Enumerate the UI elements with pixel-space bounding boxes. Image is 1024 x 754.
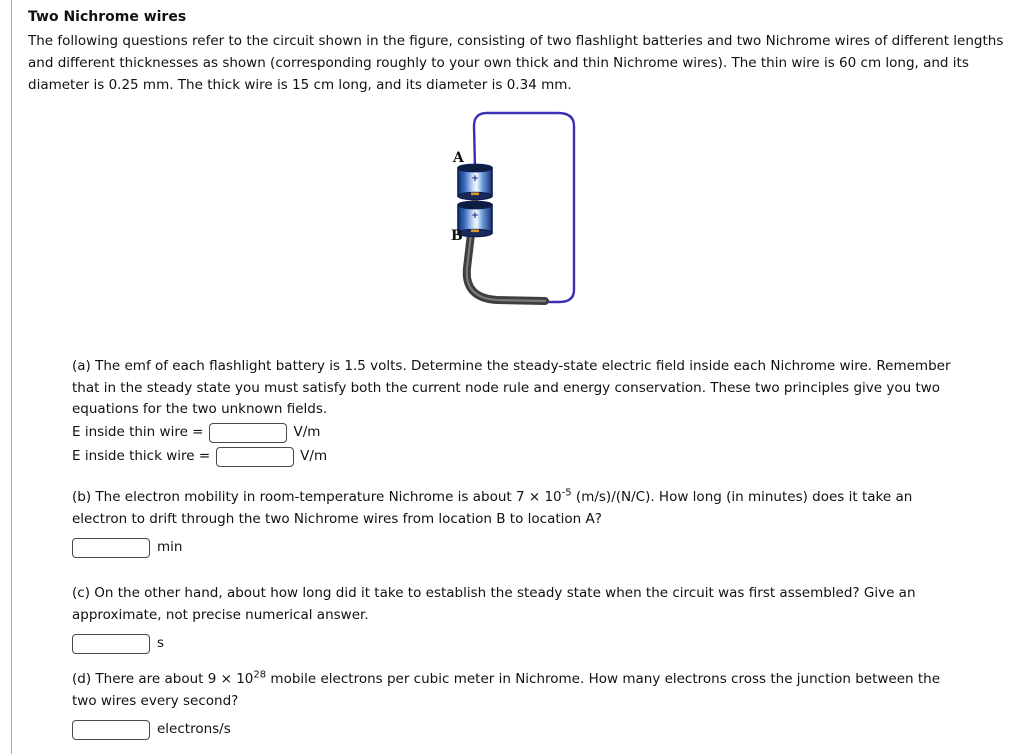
thick-wire xyxy=(467,234,545,301)
part-a xyxy=(72,356,962,469)
part-d-unit: electrons/s xyxy=(157,721,231,738)
part-b-text-before: (b) The electron mobility in room-temperature Nichrome is about 7 × 10 xyxy=(72,489,562,505)
part-b-exponent: -5 xyxy=(561,487,572,499)
part-d-answer-row xyxy=(72,718,962,742)
thin-wire-field-unit: V/m xyxy=(293,423,321,440)
part-a-field-thick xyxy=(72,445,962,469)
part-c xyxy=(72,583,962,656)
battery-bottom-plus: + xyxy=(471,211,479,221)
part-d xyxy=(72,669,962,742)
part-c-text: (c) On the other hand, about how long did it take to establish the steady state when the circuit was first assembled? Give an approximate, not precise numerical answer. xyxy=(72,585,916,623)
page-left-border xyxy=(11,0,12,754)
thick-wire-field-input[interactable] xyxy=(216,447,294,467)
thick-wire-field-unit: V/m xyxy=(300,447,328,464)
problem-intro-text: The following questions refer to the circuit shown in the figure, consisting of two flashlight batteries and two Nichrome wires of different lengths and different thicknesses as shown (corresponding roughly to your own thick and thin Nichrome wires). The thin wire is 60 cm long, and its diameter is 0.25 mm. The thick wire is 15 cm long, and its diameter is 0.34 mm. xyxy=(28,33,1004,93)
part-a-text: (a) The emf of each flashlight battery is 1.5 volts. Determine the steady-state electric field inside each Nichrome wire. Remember that in the steady state you must satisfy both the current node rule and energy conservation. These two principles give you two equations for the two unknown fields. xyxy=(72,358,951,417)
part-b-answer-input[interactable] xyxy=(72,538,150,558)
part-d-text-before: (d) There are about 9 × 10 xyxy=(72,671,254,687)
part-b xyxy=(72,487,962,560)
circuit-figure xyxy=(441,106,593,314)
part-c-answer-input[interactable] xyxy=(72,634,150,654)
part-c-unit: s xyxy=(157,635,165,652)
part-d-exponent: 28 xyxy=(253,669,267,681)
location-a-label: A xyxy=(453,150,464,166)
part-c-answer-row xyxy=(72,632,962,656)
battery-top xyxy=(458,164,492,199)
location-b-label: B xyxy=(451,228,463,244)
battery-top-plus: + xyxy=(471,174,479,184)
part-d-text-after: mobile electrons per cubic meter in Nichrome. How many electrons cross the junction between the two wires every second? xyxy=(72,671,941,709)
thick-wire-field-label: E inside thick wire = xyxy=(72,447,211,464)
circuit-figure-svg xyxy=(441,106,593,314)
battery-bottom xyxy=(458,201,492,236)
part-b-answer-row xyxy=(72,536,962,560)
part-a-field-thin xyxy=(72,421,962,445)
part-b-unit: min xyxy=(157,539,183,556)
part-d-text xyxy=(72,669,962,712)
thin-wire-field-input[interactable] xyxy=(209,423,287,443)
part-b-text xyxy=(72,487,962,530)
thin-wire-field-label: E inside thin wire = xyxy=(72,423,204,440)
part-b-text-after: (m/s)/(N/C). How long (in minutes) does it take an electron to drift through the two Nichrome wires from location B to location A? xyxy=(72,489,913,527)
problem-title: Two Nichrome wires xyxy=(28,9,187,25)
part-d-answer-input[interactable] xyxy=(72,720,150,740)
